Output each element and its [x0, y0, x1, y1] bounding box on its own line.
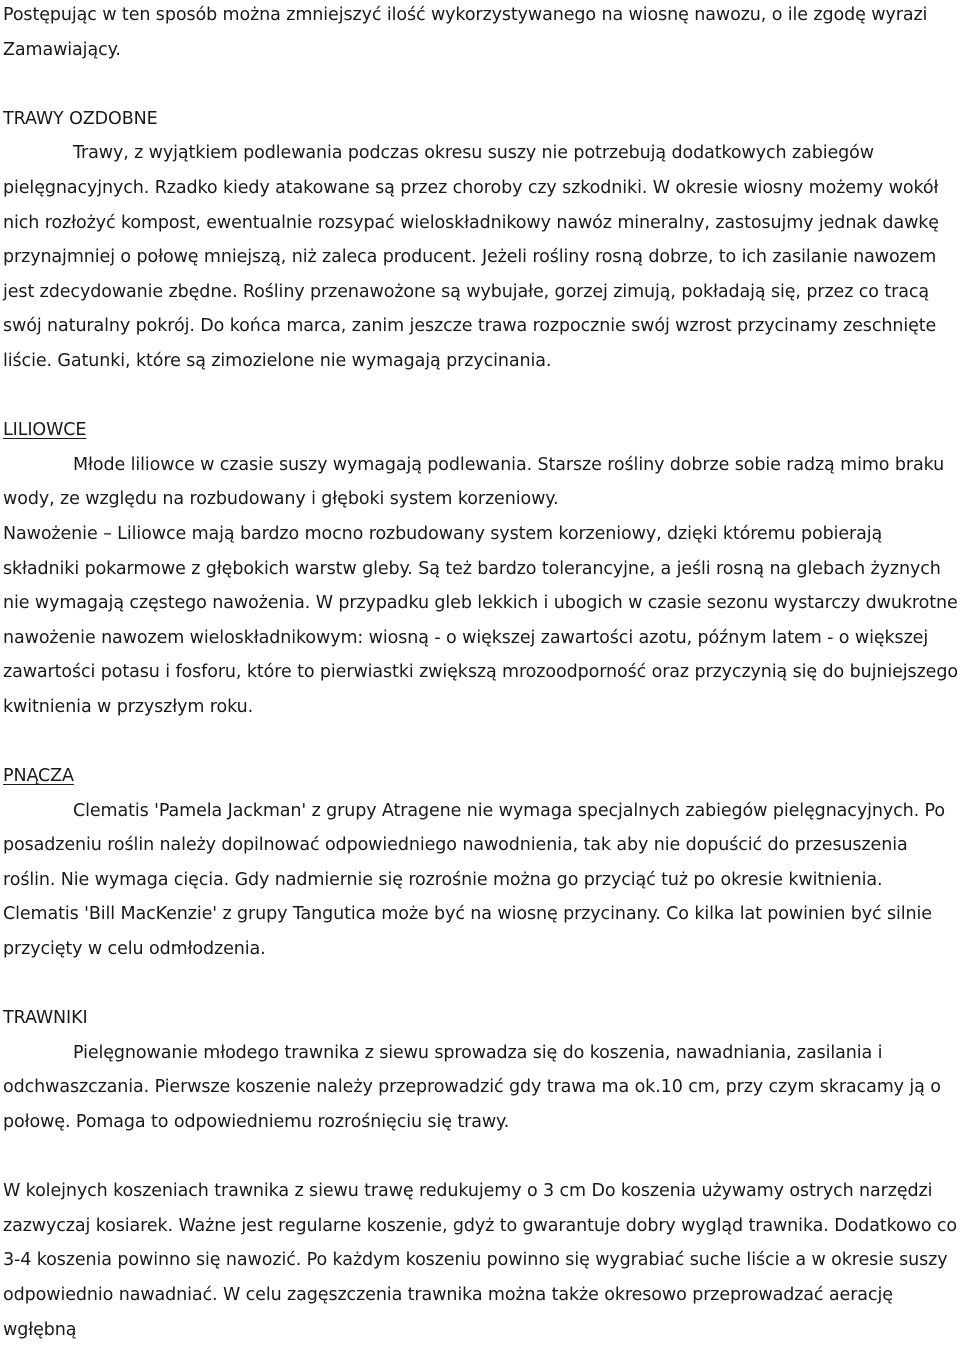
section-paragraph: Clematis 'Pamela Jackman' z grupy Atragene nie wymaga specjalnych zabiegów pielęgnacyjnych. Po posadzeniu roślin należy dopilnować odpowiedniego nawodnienia, tak aby nie dopuścić do przesuszenia roślin. Nie wymaga cięcia. Gdy nadmiernie się rozrośnie można go przyciąć tuż po okresie kwitnienia. Clematis 'Bill MacKenzie' z grupy Tangutica może być na wiosnę przycinany. Co kilka lat powinien być silnie przycięty w celu odmłodzenia. [3, 800, 945, 960]
section-paragraph: Trawy, z wyjątkiem podlewania podczas okresu suszy nie potrzebują dodatkowych zabiegów pielęgnacyjnych. Rzadko kiedy atakowane są przez choroby czy szkodniki. W okresie wiosny możemy wokół nich rozłożyć kompost, ewentualnie rozsypać wieloskładnikowy nawóz mineralny, zastosujmy jednak dawkę przynajmniej o połowę mniejszą, niż zaleca producent. Jeżeli rośliny rosną dobrze, to ich zasilanie nawozem jest zdecydowanie zbędne. Rośliny przenawożone są wybujałe, gorzej zimują, pokładają się, przez co tracą swój naturalny pokrój. Do końca marca, zanim jeszcze trawa rozpocznie swój wzrost przycinamy zeschnięte liście. Gatunki, które są zimozielone nie wymagają przycinania. [3, 143, 939, 371]
spacer [3, 379, 958, 414]
section-liliowce [3, 413, 958, 724]
section-heading: PNĄCZA [3, 766, 74, 787]
spacer [3, 724, 958, 759]
section-pnacza [3, 759, 958, 967]
spacer [3, 1140, 958, 1175]
section-trawniki [3, 1001, 958, 1347]
section-paragraph: Nawożenie – Liliowce mają bardzo mocno rozbudowany system korzeniowy, dzięki któremu pobierają składniki pokarmowe z głębokich warstw gleby. Są też bardzo tolerancyjne, a jeśli rosną na glebach żyznych nie wymagają częstego nawożenia. W przypadku gleb lekkich i ubogich w czasie sezonu wystarczy dwukrotne nawożenie nawozem wieloskładnikowym: wiosną - o większej zawartości azotu, późnym latem - o większej zawartości potasu i fosforu, które to pierwiastki zwiększą mrozoodporność oraz przyczynią się do bujniejszego kwitnienia w przyszłym roku. [3, 523, 958, 717]
document-page [3, 0, 958, 1347]
spacer [3, 67, 958, 102]
section-paragraph: Pielęgnowanie młodego trawnika z siewu sprowadza się do koszenia, nawadniania, zasilania i odchwaszczania. Pierwsze koszenie należy przeprowadzić gdy trawa ma ok.10 cm, przy czym skracamy ją o połowę. Pomaga to odpowiedniemu rozrośnięciu się trawy. [3, 1042, 941, 1132]
section-paragraph: Młode liliowce w czasie suszy wymagają podlewania. Starsze rośliny dobrze sobie radzą mimo braku wody, ze względu na rozbudowany i głęboki system korzeniowy. [3, 454, 945, 510]
section-trawy-ozdobne [3, 102, 958, 379]
section-heading: TRAWNIKI [3, 1008, 88, 1029]
section-heading: TRAWY OZDOBNE [3, 108, 158, 129]
section-paragraph: W kolejnych koszeniach trawnika z siewu trawę redukujemy o 3 cm Do koszenia używamy ostrych narzędzi zazwyczaj kosiarek. Ważne jest regularne koszenie, gdyż to gwarantuje dobry wygląd trawnika. Dodatkowo co 3-4 koszenia powinno się nawozić. Po każdym koszeniu powinno się wygrabiać suche liście a w okresie suszy odpowiednio nawadniać. W celu zagęszczenia trawnika można także okresowo przeprowadzać aerację wgłębną [3, 1181, 958, 1340]
section-heading: LILIOWCE [3, 420, 87, 441]
spacer [3, 967, 958, 1002]
intro-paragraph: Postępując w ten sposób można zmniejszyć ilość wykorzystywanego na wiosnę nawozu, o ile zgodę wyrazi Zamawiający. [3, 5, 928, 60]
